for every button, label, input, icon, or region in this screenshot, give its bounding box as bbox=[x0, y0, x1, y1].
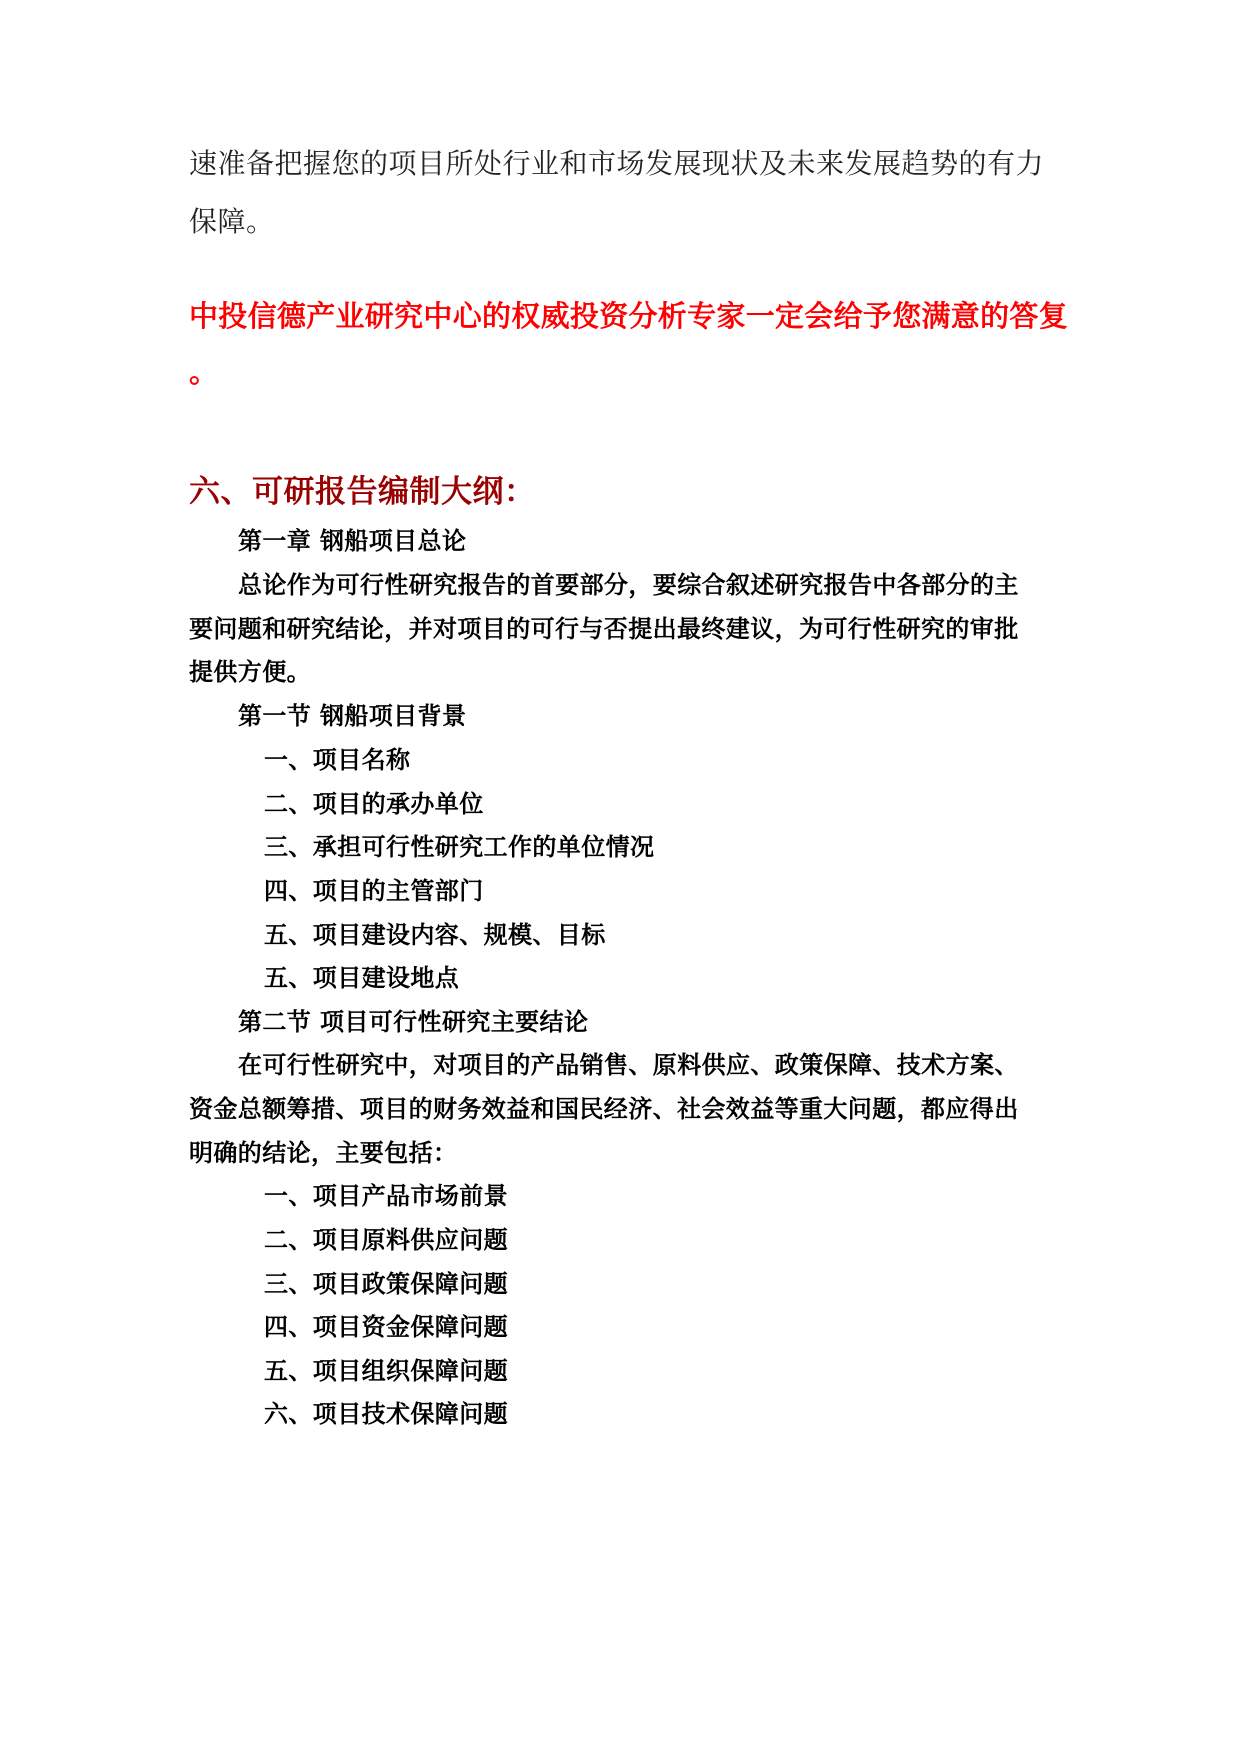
section1-item: 四、项目的主管部门 bbox=[264, 876, 484, 905]
section1-item: 三、承担可行性研究工作的单位情况 bbox=[264, 832, 655, 861]
red-note-line-1: 中投信德产业研究中心的权威投资分析专家一定会给予您满意的答复 bbox=[189, 299, 1069, 333]
section2-item: 六、项目技术保障问题 bbox=[264, 1399, 508, 1428]
section1-title: 第一节 钢船项目背景 bbox=[238, 701, 467, 730]
section2-item: 一、项目产品市场前景 bbox=[264, 1181, 508, 1210]
intro-line-1: 速准备把握您的项目所处行业和市场发展现状及未来发展趋势的有力 bbox=[189, 147, 1045, 180]
section1-item: 二、项目的承办单位 bbox=[264, 789, 484, 818]
chapter-summary-line-1: 总论作为可行性研究报告的首要部分，要综合叙述研究报告中各部分的主 bbox=[238, 570, 1019, 599]
chapter-summary-line-3: 提供方便。 bbox=[189, 657, 311, 686]
section1-item: 五、项目建设地点 bbox=[264, 963, 460, 992]
section2-item: 三、项目政策保障问题 bbox=[264, 1269, 508, 1298]
section2-item: 五、项目组织保障问题 bbox=[264, 1356, 508, 1385]
section2-title: 第二节 项目可行性研究主要结论 bbox=[238, 1007, 589, 1036]
section-heading: 六、可研报告编制大纲： bbox=[189, 474, 536, 510]
section2-item: 四、项目资金保障问题 bbox=[264, 1312, 508, 1341]
section2-item: 二、项目原料供应问题 bbox=[264, 1225, 508, 1254]
chapter-summary-line-2: 要问题和研究结论，并对项目的可行与否提出最终建议，为可行性研究的审批 bbox=[189, 614, 1019, 643]
section2-summary-line-2: 资金总额筹措、项目的财务效益和国民经济、社会效益等重大问题，都应得出 bbox=[189, 1094, 1019, 1123]
section2-summary-line-1: 在可行性研究中，对项目的产品销售、原料供应、政策保障、技术方案、 bbox=[238, 1050, 1019, 1079]
section2-summary-line-3: 明确的结论，主要包括： bbox=[189, 1138, 458, 1167]
section1-item: 五、项目建设内容、规模、目标 bbox=[264, 920, 606, 949]
section1-item: 一、项目名称 bbox=[264, 745, 411, 774]
intro-line-2: 保障。 bbox=[189, 205, 275, 238]
red-note-line-2: 。 bbox=[189, 355, 219, 389]
chapter-title: 第一章 钢船项目总论 bbox=[238, 526, 467, 555]
